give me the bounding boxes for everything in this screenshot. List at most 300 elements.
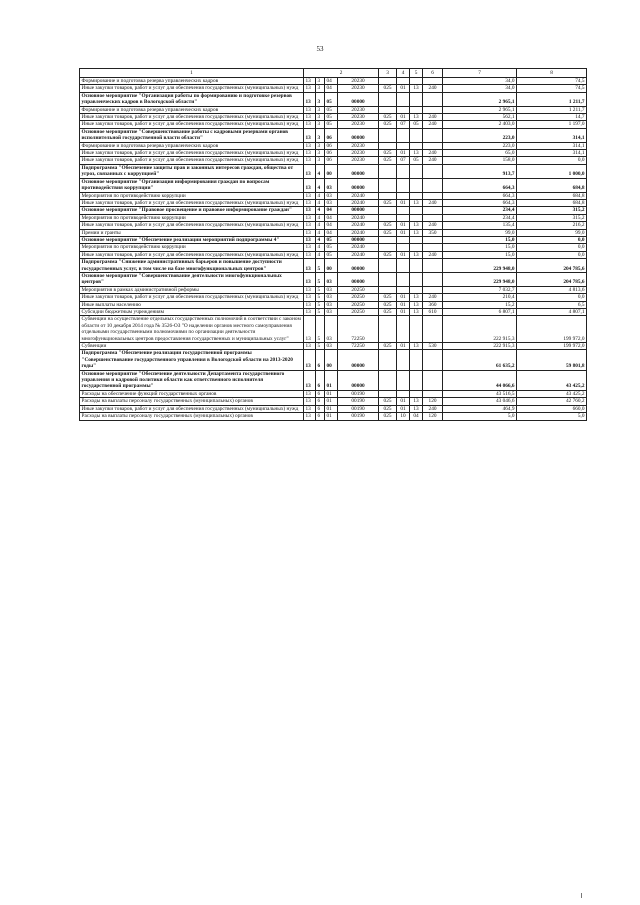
expense-code: 20250	[338, 294, 379, 301]
expense-type-code	[423, 214, 443, 221]
row-name: Субвенции на осуществление отдельных государственных полномочий в соответствии с законом области от 10 декабря 2014 года № 3526-ОЗ "О наделении органов местного самоуправления отдельными государственными полномочиями по организации деятельности многофункциональных центров предоставления государственных и муниципальных услуг"	[80, 316, 304, 343]
table-row	[80, 164, 587, 178]
amount-col-8: 99,0	[517, 229, 587, 236]
program-code: 13	[304, 294, 316, 301]
row-name: Субсидии бюджетным учреждениям	[80, 309, 304, 316]
program-code: 13	[304, 164, 316, 178]
table-row	[80, 272, 587, 286]
amount-col-7: 15,0	[443, 251, 517, 258]
subsection-code: 04	[410, 413, 423, 420]
program-code: 13	[304, 229, 316, 236]
subprogram-code: 3	[316, 142, 325, 149]
section-code	[397, 244, 410, 251]
subprogram-code: 4	[316, 178, 325, 192]
amount-col-8: 0,0	[517, 294, 587, 301]
expense-type-code: 240	[423, 222, 443, 229]
table-row	[80, 244, 587, 251]
expense-type-code	[423, 272, 443, 286]
program-code: 13	[304, 85, 316, 92]
activity-code: 00	[325, 164, 338, 178]
table-row	[80, 294, 587, 301]
subprogram-code: 3	[316, 128, 325, 142]
subsection-code	[410, 259, 423, 273]
subsection-code: 13	[410, 199, 423, 206]
grbs-code: 025	[379, 398, 397, 405]
activity-code: 03	[325, 286, 338, 293]
amount-col-7: 222 915,3	[443, 343, 517, 350]
subsection-code: 05	[410, 121, 423, 128]
header-col-1: 1	[80, 69, 304, 78]
program-code: 13	[304, 244, 316, 251]
program-code: 13	[304, 236, 316, 243]
row-name: Основное мероприятие "Правовое просвещение и правовое информирование граждан"	[80, 207, 304, 214]
grbs-code: 025	[379, 405, 397, 412]
table-row	[80, 214, 587, 221]
section-code: 01	[397, 229, 410, 236]
amount-col-8: 684,8	[517, 199, 587, 206]
amount-col-8: 0,0	[517, 251, 587, 258]
grbs-code: 025	[379, 150, 397, 157]
row-name: Формирование и подготовка резерва управленческих кадров	[80, 142, 304, 149]
section-code: 01	[397, 199, 410, 206]
amount-col-7: 15,2	[443, 301, 517, 308]
expense-code: 20230	[338, 157, 379, 164]
amount-col-7: 664,3	[443, 192, 517, 199]
activity-code: 03	[325, 301, 338, 308]
subprogram-code: 3	[316, 85, 325, 92]
grbs-code	[379, 78, 397, 85]
subprogram-code: 3	[316, 92, 325, 106]
subsection-code: 13	[410, 405, 423, 412]
amount-col-7: 223,0	[443, 128, 517, 142]
subprogram-code: 5	[316, 294, 325, 301]
table-row	[80, 85, 587, 92]
program-code: 13	[304, 301, 316, 308]
grbs-code	[379, 259, 397, 273]
expense-type-code	[423, 192, 443, 199]
expense-code: 00000	[338, 259, 379, 273]
section-code: 01	[397, 398, 410, 405]
subprogram-code: 3	[316, 157, 325, 164]
subprogram-code: 5	[316, 259, 325, 273]
expense-code: 20240	[338, 222, 379, 229]
subsection-code	[410, 192, 423, 199]
expense-code: 00000	[338, 178, 379, 192]
row-name: Иные закупки товаров, работ и услуг для обеспечения государственных (муниципальных) нужд	[80, 114, 304, 121]
row-name: Мероприятия в рамках административной реформы	[80, 286, 304, 293]
table-row	[80, 390, 587, 397]
subprogram-code: 3	[316, 78, 325, 85]
section-code: 01	[397, 114, 410, 121]
amount-col-8: 42 760,2	[517, 398, 587, 405]
subprogram-code: 4	[316, 236, 325, 243]
program-code: 13	[304, 222, 316, 229]
table-row	[80, 178, 587, 192]
program-code: 13	[304, 350, 316, 370]
row-name: Иные закупки товаров, работ и услуг для обеспечения государственных (муниципальных) нужд	[80, 199, 304, 206]
grbs-code: 025	[379, 222, 397, 229]
header-col-6: 6	[423, 69, 443, 78]
row-name: Подпрограмма "Обеспечение реализации государственной программы "Совершенствование государственного управления в Вологодской области на 2013-2020 годы"	[80, 350, 304, 370]
grbs-code	[379, 272, 397, 286]
amount-col-7: 135,4	[443, 222, 517, 229]
amount-col-8: 314,1	[517, 142, 587, 149]
section-code	[397, 78, 410, 85]
section-code	[397, 178, 410, 192]
activity-code: 04	[325, 214, 338, 221]
expense-code: 00190	[338, 398, 379, 405]
amount-col-8: 315,2	[517, 214, 587, 221]
section-code: 01	[397, 294, 410, 301]
row-name: Формирование и подготовка резерва управленческих кадров	[80, 78, 304, 85]
header-col-4: 4	[397, 69, 410, 78]
grbs-code	[379, 142, 397, 149]
section-code: 01	[397, 150, 410, 157]
row-name: Субвенции	[80, 343, 304, 350]
subprogram-code: 4	[316, 214, 325, 221]
amount-col-7: 210,4	[443, 294, 517, 301]
subsection-code	[410, 272, 423, 286]
expense-code: 20250	[338, 309, 379, 316]
subsection-code	[410, 236, 423, 243]
subsection-code: 13	[410, 222, 423, 229]
subsection-code: 13	[410, 251, 423, 258]
amount-col-7: 234,4	[443, 207, 517, 214]
subsection-code: 13	[410, 398, 423, 405]
amount-col-7: 43 046,6	[443, 398, 517, 405]
expense-code: 00000	[338, 370, 379, 390]
subprogram-code: 4	[316, 244, 325, 251]
amount-col-7: 229 948,0	[443, 272, 517, 286]
header-col-3: 3	[379, 69, 397, 78]
amount-col-8: 314,1	[517, 128, 587, 142]
table-row	[80, 92, 587, 106]
subsection-code: 13	[410, 85, 423, 92]
activity-code: 06	[325, 157, 338, 164]
expense-code: 20230	[338, 114, 379, 121]
amount-col-7: 34,0	[443, 78, 517, 85]
row-name: Иные закупки товаров, работ и услуг для обеспечения государственных (муниципальных) нужд	[80, 251, 304, 258]
header-col-5: 5	[410, 69, 423, 78]
activity-code: 03	[325, 316, 338, 343]
amount-col-8: 199 972,0	[517, 316, 587, 343]
section-code	[397, 286, 410, 293]
expense-code: 20230	[338, 150, 379, 157]
grbs-code	[379, 286, 397, 293]
expense-code: 00000	[338, 128, 379, 142]
activity-code: 03	[325, 192, 338, 199]
expense-code: 00000	[338, 236, 379, 243]
amount-col-8: 14,7	[517, 114, 587, 121]
amount-col-8: 216,2	[517, 222, 587, 229]
grbs-code	[379, 178, 397, 192]
grbs-code: 025	[379, 229, 397, 236]
subprogram-code: 4	[316, 222, 325, 229]
amount-col-8: 1 211,7	[517, 106, 587, 113]
expense-type-code	[423, 390, 443, 397]
subprogram-code: 4	[316, 164, 325, 178]
activity-code: 05	[325, 251, 338, 258]
subprogram-code: 5	[316, 301, 325, 308]
amount-col-7: 229 948,0	[443, 259, 517, 273]
program-code: 13	[304, 390, 316, 397]
grbs-code	[379, 207, 397, 214]
row-name: Иные закупки товаров, работ и услуг для обеспечения государственных (муниципальных) нужд	[80, 157, 304, 164]
expense-type-code: 240	[423, 150, 443, 157]
subprogram-code: 6	[316, 398, 325, 405]
program-code: 13	[304, 157, 316, 164]
table-body	[80, 78, 587, 421]
table-row	[80, 316, 587, 343]
expense-type-code: 240	[423, 85, 443, 92]
subprogram-code: 4	[316, 251, 325, 258]
row-name: Иные закупки товаров, работ и услуг для обеспечения государственных (муниципальных) нужд	[80, 121, 304, 128]
amount-col-8: 5,0	[517, 413, 587, 420]
expense-type-code	[423, 106, 443, 113]
grbs-code	[379, 214, 397, 221]
row-name: Основное мероприятие "Совершенствование работы с кадровыми резервами органов исполнительной государственной власти области"	[80, 128, 304, 142]
expense-code: 00000	[338, 164, 379, 178]
row-name: Основное мероприятие "Организация работы по формированию и подготовке резервов управленческих кадров в Вологодской области"	[80, 92, 304, 106]
grbs-code	[379, 390, 397, 397]
activity-code: 01	[325, 405, 338, 412]
grbs-code	[379, 164, 397, 178]
table-row	[80, 229, 587, 236]
expense-code: 72250	[338, 316, 379, 343]
row-name: Подпрограмма "Снижение административных барьеров и повышение доступности государственных услуг, в том числе на базе многофункциональных центров"	[80, 259, 304, 273]
table-row	[80, 222, 587, 229]
section-code	[397, 272, 410, 286]
amount-col-8: 660,0	[517, 405, 587, 412]
grbs-code	[379, 192, 397, 199]
amount-col-7: 7 032,7	[443, 286, 517, 293]
subsection-code	[410, 92, 423, 106]
row-name: Мероприятия по противодействию коррупции	[80, 214, 304, 221]
subprogram-code: 5	[316, 272, 325, 286]
amount-col-8: 43 425,2	[517, 390, 587, 397]
program-code: 13	[304, 207, 316, 214]
table-row	[80, 142, 587, 149]
amount-col-8: 204 785,6	[517, 272, 587, 286]
amount-col-8: 59 801,8	[517, 350, 587, 370]
activity-code: 03	[325, 309, 338, 316]
grbs-code: 025	[379, 157, 397, 164]
amount-col-8: 43 425,2	[517, 370, 587, 390]
expense-type-code	[423, 78, 443, 85]
expense-type-code	[423, 286, 443, 293]
subprogram-code: 6	[316, 413, 325, 420]
expense-type-code: 240	[423, 199, 443, 206]
expense-code: 20230	[338, 78, 379, 85]
amount-col-8: 315,2	[517, 207, 587, 214]
program-code: 13	[304, 92, 316, 106]
amount-col-8: 314,1	[517, 150, 587, 157]
expense-code: 20240	[338, 251, 379, 258]
amount-col-7: 562,1	[443, 114, 517, 121]
subprogram-code: 3	[316, 106, 325, 113]
expense-code: 20240	[338, 199, 379, 206]
row-name: Мероприятия по противодействию коррупции	[80, 192, 304, 199]
section-code: 01	[397, 301, 410, 308]
section-code	[397, 350, 410, 370]
section-code	[397, 142, 410, 149]
activity-code: 05	[325, 106, 338, 113]
table-row	[80, 370, 587, 390]
grbs-code: 025	[379, 199, 397, 206]
subsection-code	[410, 207, 423, 214]
table-row	[80, 114, 587, 121]
section-code	[397, 390, 410, 397]
activity-code: 00	[325, 350, 338, 370]
expense-code: 20240	[338, 229, 379, 236]
table-row	[80, 157, 587, 164]
program-code: 13	[304, 78, 316, 85]
amount-col-8: 4 813,6	[517, 286, 587, 293]
expense-type-code: 240	[423, 405, 443, 412]
activity-code: 04	[325, 85, 338, 92]
subsection-code: 13	[410, 301, 423, 308]
table-row	[80, 128, 587, 142]
amount-col-7: 2 965,1	[443, 106, 517, 113]
section-code: 01	[397, 343, 410, 350]
expense-code: 00000	[338, 207, 379, 214]
amount-col-7: 6 807,1	[443, 309, 517, 316]
activity-code: 06	[325, 142, 338, 149]
row-name: Расходы на выплаты персоналу государственных (муниципальных) органов	[80, 413, 304, 420]
grbs-code: 025	[379, 294, 397, 301]
section-code: 01	[397, 251, 410, 258]
expense-code: 20230	[338, 121, 379, 128]
subprogram-code: 4	[316, 192, 325, 199]
amount-col-7: 65,0	[443, 150, 517, 157]
expense-code: 20230	[338, 106, 379, 113]
header-col-2: 2	[304, 69, 379, 78]
program-code: 13	[304, 178, 316, 192]
section-code	[397, 207, 410, 214]
amount-col-7: 34,0	[443, 85, 517, 92]
expense-code: 00000	[338, 350, 379, 370]
expense-type-code: 240	[423, 157, 443, 164]
amount-col-7: 61 635,2	[443, 350, 517, 370]
grbs-code: 025	[379, 121, 397, 128]
amount-col-8: 0,0	[517, 244, 587, 251]
activity-code: 05	[325, 244, 338, 251]
section-code	[397, 370, 410, 390]
subsection-code	[410, 128, 423, 142]
subsection-code	[410, 350, 423, 370]
activity-code: 06	[325, 150, 338, 157]
grbs-code	[379, 92, 397, 106]
grbs-code	[379, 370, 397, 390]
subprogram-code: 6	[316, 370, 325, 390]
subprogram-code: 4	[316, 199, 325, 206]
activity-code: 04	[325, 207, 338, 214]
section-code	[397, 192, 410, 199]
amount-col-7: 464,9	[443, 405, 517, 412]
expense-type-code	[423, 178, 443, 192]
expense-code: 20240	[338, 192, 379, 199]
section-code: 01	[397, 222, 410, 229]
row-name: Иные закупки товаров, работ и услуг для обеспечения государственных (муниципальных) нужд	[80, 85, 304, 92]
program-code: 13	[304, 114, 316, 121]
subsection-code	[410, 316, 423, 343]
activity-code: 01	[325, 390, 338, 397]
activity-code: 04	[325, 229, 338, 236]
activity-code: 03	[325, 294, 338, 301]
amount-col-7: 913,7	[443, 164, 517, 178]
table-header-row	[80, 69, 587, 78]
expense-type-code	[423, 207, 443, 214]
activity-code: 05	[325, 114, 338, 121]
program-code: 13	[304, 192, 316, 199]
amount-col-8: 1 000,0	[517, 164, 587, 178]
amount-col-8: 199 972,0	[517, 343, 587, 350]
activity-code: 04	[325, 222, 338, 229]
expense-type-code: 610	[423, 309, 443, 316]
table-row	[80, 413, 587, 420]
program-code: 13	[304, 405, 316, 412]
program-code: 13	[304, 272, 316, 286]
table-row	[80, 350, 587, 370]
expense-type-code	[423, 164, 443, 178]
expense-type-code	[423, 350, 443, 370]
subprogram-code: 4	[316, 207, 325, 214]
grbs-code: 025	[379, 85, 397, 92]
header-col-7: 7	[443, 69, 517, 78]
subsection-code	[410, 390, 423, 397]
amount-col-7: 158,0	[443, 157, 517, 164]
header-col-8: 8	[517, 69, 587, 78]
program-code: 13	[304, 286, 316, 293]
program-code: 13	[304, 343, 316, 350]
amount-col-7: 2 403,0	[443, 121, 517, 128]
table-row	[80, 309, 587, 316]
subsection-code	[410, 370, 423, 390]
grbs-code	[379, 106, 397, 113]
expense-code: 00190	[338, 390, 379, 397]
amount-col-7: 223,0	[443, 142, 517, 149]
expense-type-code	[423, 236, 443, 243]
activity-code: 05	[325, 236, 338, 243]
amount-col-8: 204 785,6	[517, 259, 587, 273]
grbs-code	[379, 350, 397, 370]
expense-code: 20250	[338, 301, 379, 308]
grbs-code: 025	[379, 301, 397, 308]
activity-code: 03	[325, 178, 338, 192]
amount-col-7: 234,4	[443, 214, 517, 221]
row-name: Расходы на обеспечение функций государственных органов	[80, 390, 304, 397]
section-code: 10	[397, 413, 410, 420]
program-code: 13	[304, 398, 316, 405]
subsection-code: 13	[410, 343, 423, 350]
activity-code: 01	[325, 398, 338, 405]
program-code: 13	[304, 316, 316, 343]
section-code	[397, 214, 410, 221]
section-code: 01	[397, 309, 410, 316]
amount-col-8: 684,8	[517, 178, 587, 192]
expense-code: 00000	[338, 272, 379, 286]
expense-type-code: 240	[423, 121, 443, 128]
row-name: Подпрограмма "Обеспечение защиты прав и законных интересов граждан, общества от угроз, связанных с коррупцией"	[80, 164, 304, 178]
subsection-code: 13	[410, 150, 423, 157]
expense-code: 20240	[338, 214, 379, 221]
subsection-code: 13	[410, 114, 423, 121]
subprogram-code: 6	[316, 350, 325, 370]
subsection-code	[410, 164, 423, 178]
amount-col-8: 74,5	[517, 78, 587, 85]
grbs-code	[379, 236, 397, 243]
amount-col-7: 15,0	[443, 236, 517, 243]
